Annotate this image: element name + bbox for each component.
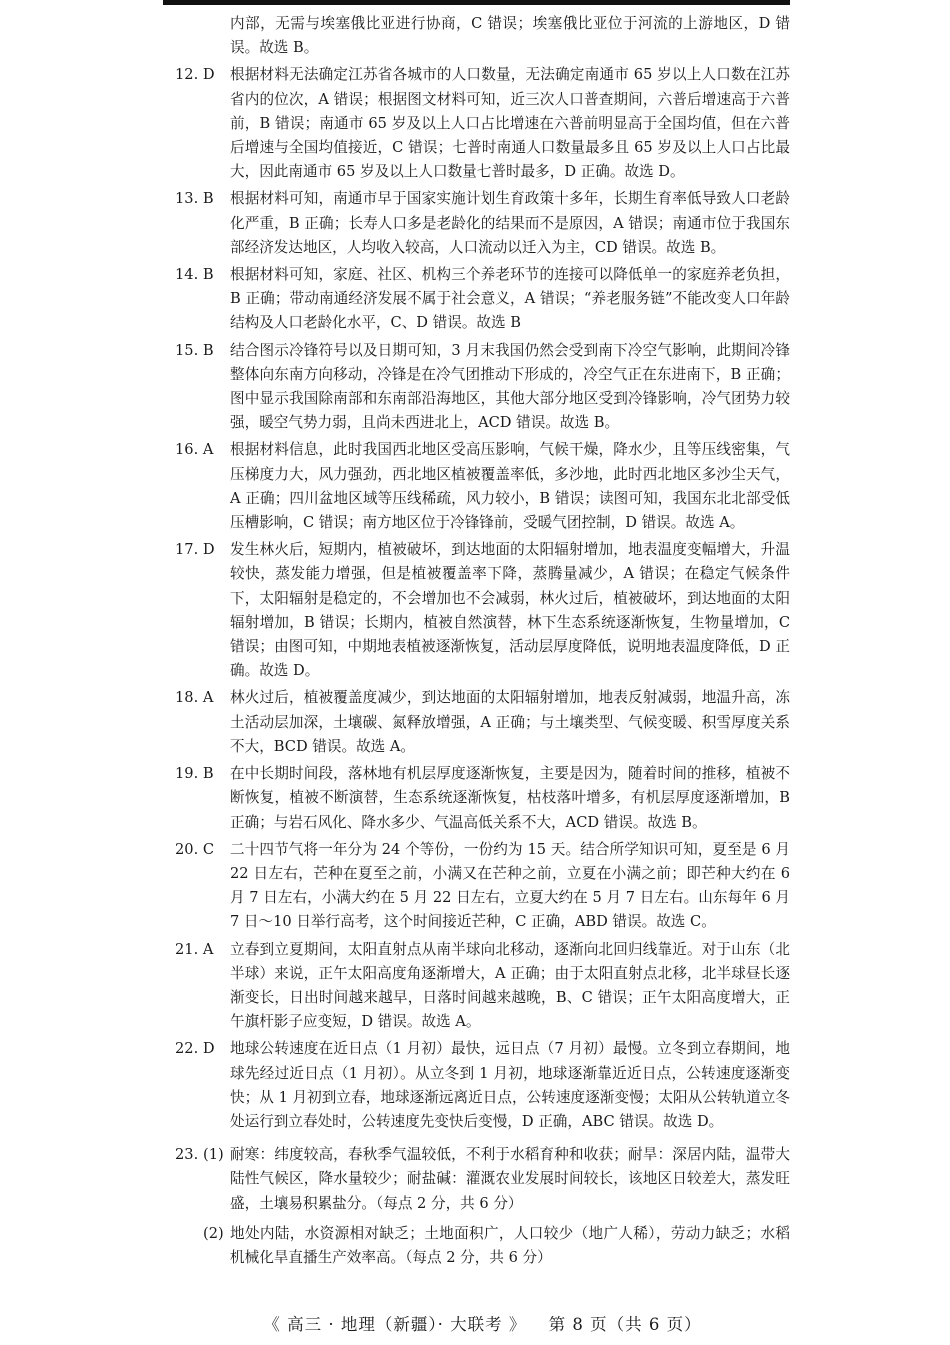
top-border <box>163 0 790 5</box>
answer-explanation: 根据材料信息，此时我国西北地区受高压影响，气候干燥，降水少，且等压线密集，气压梯度力大，风力强劲，西北地区植被覆盖率低，多沙地，此时西北地区多沙尘天气，A 正确；四川盆地区域等压线稀疏，风力较小，B 错误；读图可知，我国东北北部受低压槽影响，C 错误；南方地区位于冷锋锋前，受暖气团控制，D 错误。故选 A。 <box>230 441 790 532</box>
page-footer <box>175 1311 790 1335</box>
answer-number: 16. A <box>175 441 214 459</box>
answer-item-22 <box>175 1037 790 1134</box>
answer-explanation: 结合图示冷锋符号以及日期可知，3 月末我国仍然会受到南下冷空气影响，此期间冷锋整体向东南方向移动，冷锋是在冷气团推动下形成的，冷空气正在东进南下，B 正确；图中显示我国除南部和东南部沿海地区，其他大部分地区受到冷锋影响，冷气团势力较强，暖空气势力弱，且尚未西进北上，ACD 错误。故选 B。 <box>230 341 790 432</box>
answer-number: 17. D <box>175 541 215 559</box>
answer-item-16 <box>175 438 790 535</box>
answer-item-20 <box>175 838 790 935</box>
answer-explanation: 二十四节气将一年分为 24 个等份，一份约为 15 天。结合所学知识可知，夏至是 6 月 22 日左右，芒种在夏至之前，小满又在芒种之前，立夏在小满之前；即芒种大约在 6 月 7 日左右，小满大约在 5 月 22 日左右，立夏大约在 5 月 7 日左右。山东每年 6 月 7 日～10 日举行高考，这个时间接近芒种，C 正确，ABD 错误。故选 C。 <box>230 840 790 931</box>
exam-title: 《 高三 · 地理（新疆）· 大联考 》 <box>263 1315 527 1334</box>
answer-23-part-2 <box>175 1222 790 1270</box>
answer-number: 14. B <box>175 266 214 284</box>
answer-number: 23. <box>175 1146 199 1164</box>
answer-item-21 <box>175 938 790 1035</box>
answer-item-17 <box>175 538 790 683</box>
answer-number: 15. B <box>175 341 214 359</box>
answer-23-part-1 <box>175 1143 790 1216</box>
answer-number: 18. A <box>175 689 214 707</box>
answer-explanation: 立春到立夏期间，太阳直射点从南半球向北移动，逐渐向北回归线靠近。对于山东（北半球）来说，正午太阳高度角逐渐增大，A 正确；由于太阳直射点北移，北半球昼长逐渐变长，日出时间越来越早，日落时间越来越晚，B、C 错误；正午太阳高度增大，正午旗杆影子应变短，D 错误。故选 A。 <box>230 940 790 1031</box>
answer-number: 20. C <box>175 840 215 858</box>
part-explanation: 耐寒：纬度较高，春秋季气温较低，不利于水稻育种和收获；耐旱：深居内陆，温带大陆性气候区，降水量较少；耐盐碱：灌溉农业发展时间较长，该地区日较差大，蒸发旺盛，土壤易积累盐分。（每点 2 分，共 6 分） <box>230 1146 790 1212</box>
answer-item-18 <box>175 686 790 759</box>
answer-item-19 <box>175 762 790 835</box>
part-explanation: 地处内陆，水资源相对缺乏；土地面积广，人口较少（地广人稀），劳动力缺乏；水稻机械化旱直播生产效率高。（每点 2 分，共 6 分） <box>230 1224 790 1266</box>
answer-item-15 <box>175 339 790 436</box>
answer-explanation: 发生林火后，短期内，植被破坏，到达地面的太阳辐射增加，地表温度变幅增大，升温较快，蒸发能力增强，但是植被覆盖率下降，蒸腾量减少，A 错误；在稳定气候条件下，太阳辐射是稳定的，不会增加也不会减弱，林火过后，植被破坏，到达地面的太阳辐射增加，B 错误；长期内，植被自然演替，林下生态系统逐渐恢复，生物量增加，C 错误；由图可知，中期地表植被逐渐恢复，活动层厚度降低，说明地表温度降低，D 正确。故选 D。 <box>230 541 790 680</box>
page-number: 第 8 页（共 6 页） <box>548 1315 702 1334</box>
answer-number: 13. B <box>175 190 214 208</box>
answer-explanation: 在中长期时间段，落林地有机层厚度逐渐恢复，主要是因为，随着时间的推移，植被不断恢复，植被不断演替，生态系统逐渐恢复，枯枝落叶增多，有机层厚度逐渐增加，B 正确；与岩石风化、降水多少、气温高低关系不大，ACD 错误。故选 B。 <box>230 765 790 831</box>
answer-item-12 <box>175 63 790 184</box>
answer-number: 22. D <box>175 1040 215 1058</box>
answer-item-23 <box>175 1137 790 1270</box>
answer-number: 21. A <box>175 940 214 958</box>
answer-explanation: 根据材料可知，南通市早于国家实施计划生育政策十多年，长期生育率低导致人口老龄化严重，B 正确；长寿人口多是老龄化的结果而不是原因，A 错误；南通市位于我国东部经济发达地区，人均收入较高，人口流动以迁入为主，CD 错误。故选 B。 <box>230 190 790 256</box>
answer-number: 12. D <box>175 66 215 84</box>
part-label: (1) <box>203 1146 224 1164</box>
answer-item-13 <box>175 187 790 260</box>
answer-item-14 <box>175 263 790 336</box>
part-label: (2) <box>203 1224 224 1242</box>
answer-explanation: 林火过后，植被覆盖度减少，到达地面的太阳辐射增加，地表反射减弱，地温升高，冻土活动层加深，土壤碳、氮释放增强，A 正确；与土壤类型、气候变暖、积雪厚度关系不大，BCD 错误。故选 A。 <box>230 689 790 755</box>
answer-page <box>175 12 790 1270</box>
answer-explanation: 根据材料可知，家庭、社区、机构三个养老环节的连接可以降低单一的家庭养老负担，B 正确；带动南通经济发展不属于社会意义，A 错误；“养老服务链”不能改变人口年龄结构及人口老龄化水平，C、D 错误。故选 B <box>230 266 790 332</box>
answer-explanation: 根据材料无法确定江苏省各城市的人口数量，无法确定南通市 65 岁以上人口数在江苏省内的位次，A 错误；根据图文材料可知，近三次人口普查期间，六普后增速高于六普前，B 错误；南通市 65 岁及以上人口占比增速在六普前明显高于全国均值，但在六普后增速与全国均值接近，C 错误；七普时南通人口数量最多且 65 岁及以上人口占比最大，因此南通市 65 岁及以上人口数量七普时最多，D 正确。故选 D。 <box>230 66 790 181</box>
answer-explanation: 地球公转速度在近日点（1 月初）最快，远日点（7 月初）最慢。立冬到立春期间，地球先经过近日点（1 月初）。从立冬到 1 月初，地球逐渐靠近近日点，公转速度逐渐变快；从 1 月初到立春，地球逐渐远离近日点，公转速度逐渐变慢；太阳从公转轨道立冬处运行到立春处时，公转速度先变快后变慢，D 正确，ABC 错误。故选 D。 <box>230 1040 790 1130</box>
continuation-text: 内部，无需与埃塞俄比亚进行协商，C 错误；埃塞俄比亚位于河流的上游地区，D 错误。故选 B。 <box>230 15 790 57</box>
answer-number: 19. B <box>175 765 214 783</box>
